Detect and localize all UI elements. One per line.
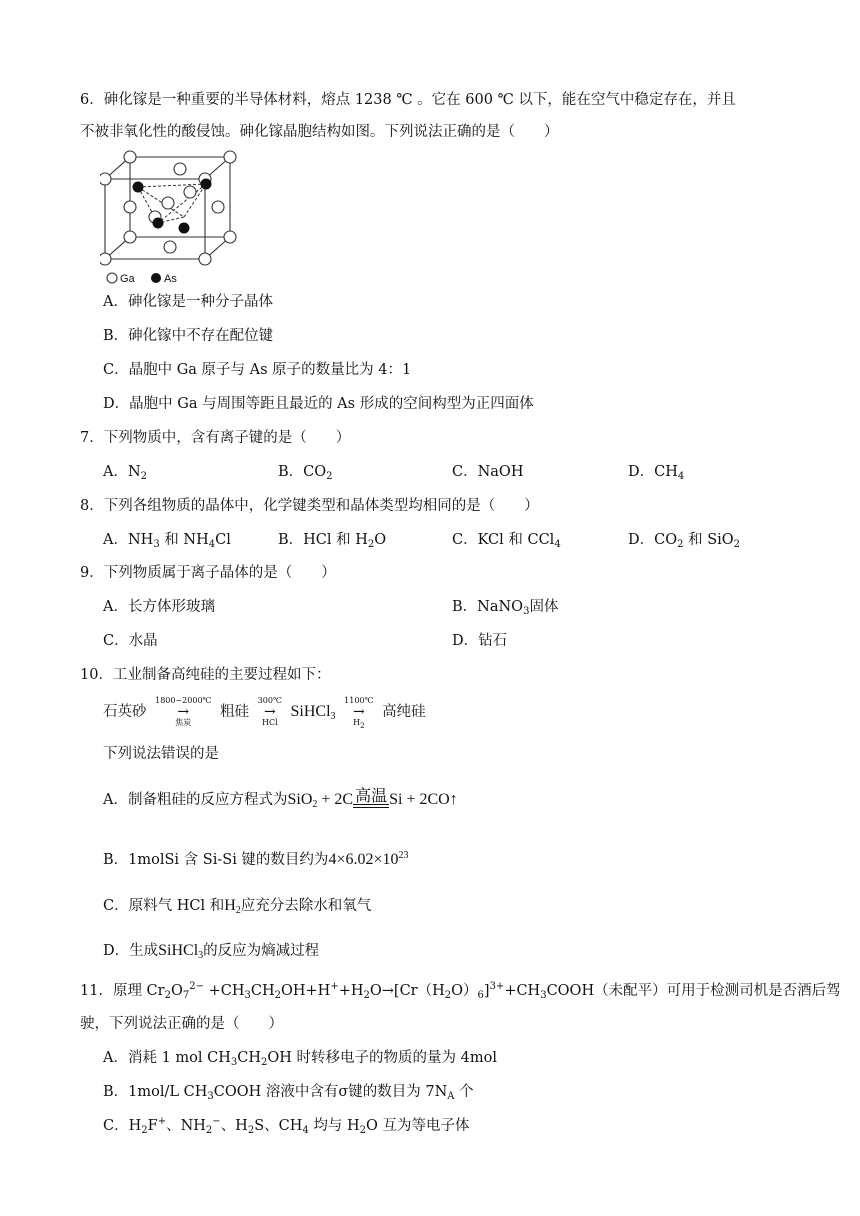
flow-step-pure-silicon: 高纯硅 (382, 704, 426, 720)
q11-option-a: A．消耗 1 mol $CH_3CH_2OH$ 时转移电子的物质的量为 4mol (103, 1050, 497, 1068)
q8-option-b: B．HCl 和 $H_2O$ (278, 532, 387, 550)
high-temp-condition: 高温 (353, 788, 389, 808)
q7-option-a: A．$N_2$ (103, 464, 148, 482)
q6-option-d: D．晶胞中 Ga 与周围等距且最近的 As 形成的空间构型为正四面体 (103, 396, 534, 412)
flow-step-quartz-sand: 石英砂 (103, 704, 147, 720)
q11-stem-line2: 驶，下列说法正确的是（ ） (80, 1016, 283, 1032)
q7-option-c: C．NaOH (452, 464, 524, 480)
q8-option-a: A．$NH_3$ 和 $NH_4Cl$ (103, 532, 231, 550)
q8-option-d: D．$CO_2$ 和 SiO$_2$ (628, 532, 741, 550)
q9-option-b: B．NaNO$_3$固体 (452, 599, 559, 617)
q10-option-b: B．1molSi 含 Si-Si 键的数目约为$4\times 6.02\times 10^{23}$ (103, 850, 409, 868)
q10-option-a: A．制备粗硅的反应方程式为SiO$_2$ + 2C 高温 Si + 2CO↑ (103, 786, 458, 810)
q11-option-b: B．1mol/L $CH_3COOH$ 溶液中含有σ键的数目为 $7N_A$ 个 (103, 1084, 474, 1102)
q6-option-a: A．砷化镓是一种分子晶体 (103, 294, 273, 310)
q6-stem-line1: 6．砷化镓是一种重要的半导体材料，熔点 1238 ℃ 。它在 600 ℃ 以下，能在空气中稳定存在，并且 (80, 92, 736, 108)
q10-option-c: C．原料气 HCl 和$H_2$应充分去除水和氧气 (103, 897, 372, 916)
flow-arrow-2: 300℃ → HCl (257, 696, 282, 727)
q7-option-d: D．$CH_4$ (628, 464, 685, 482)
q9-option-c: C．水晶 (103, 633, 158, 649)
q8-stem: 8．下列各组物质的晶体中，化学键类型和晶体类型均相同的是（ ） (80, 498, 539, 514)
q7-option-b: B．$CO_2$ (278, 464, 333, 482)
flow-step-sihcl3: SiHCl$_3$ (290, 703, 336, 722)
q10-process-flow (103, 692, 426, 732)
q6-option-c: C．晶胞中 Ga 原子与 As 原子的数量比为 4：1 (103, 362, 412, 378)
crystal-cell-figure (100, 147, 245, 287)
legend-ga-label: Ga (120, 273, 135, 285)
q10-option-d: D．生成SiHCl$_3$的反应为熵减过程 (103, 942, 320, 961)
q10-prompt: 下列说法错误的是 (103, 746, 219, 762)
q9-option-a: A．长方体形玻璃 (103, 599, 215, 615)
flow-arrow-1: 1800~2000℃ → 焦炭 (155, 696, 212, 727)
legend-as-label: As (164, 273, 177, 285)
q10-stem: 10．工业制备高纯硅的主要过程如下： (80, 667, 331, 683)
q9-stem: 9．下列物质属于离子晶体的是（ ） (80, 565, 336, 581)
q6-option-b: B．砷化镓中不存在配位键 (103, 328, 274, 344)
q11-option-c: C．$H_2F^+$、$NH_2^-$、$H_2S$、$CH_4$ 均与 $H_2O$ 互为等电子体 (103, 1116, 470, 1136)
q7-stem: 7．下列物质中，含有离子键的是（ ） (80, 430, 351, 446)
q9-option-d: D．钻石 (452, 633, 508, 649)
q11-stem-line1: 11．原理 $Cr_2O_7^{2-}$ $+CH_3CH_2OH+H^++H_2O\to[Cr(H_2O)_6]^{3+}+CH_3COOH$（未配平）可用于检测司机是否酒后驾 (80, 981, 841, 1001)
q6-stem-line2: 不被非氧化性的酸侵蚀。砷化镓晶胞结构如图。下列说法正确的是（ ） (80, 124, 559, 140)
q8-option-c: C．KCl 和 CCl$_4$ (452, 532, 561, 550)
flow-arrow-3: 1100℃ → $H_2$ (344, 696, 374, 730)
flow-step-crude-silicon: 粗硅 (220, 704, 250, 720)
